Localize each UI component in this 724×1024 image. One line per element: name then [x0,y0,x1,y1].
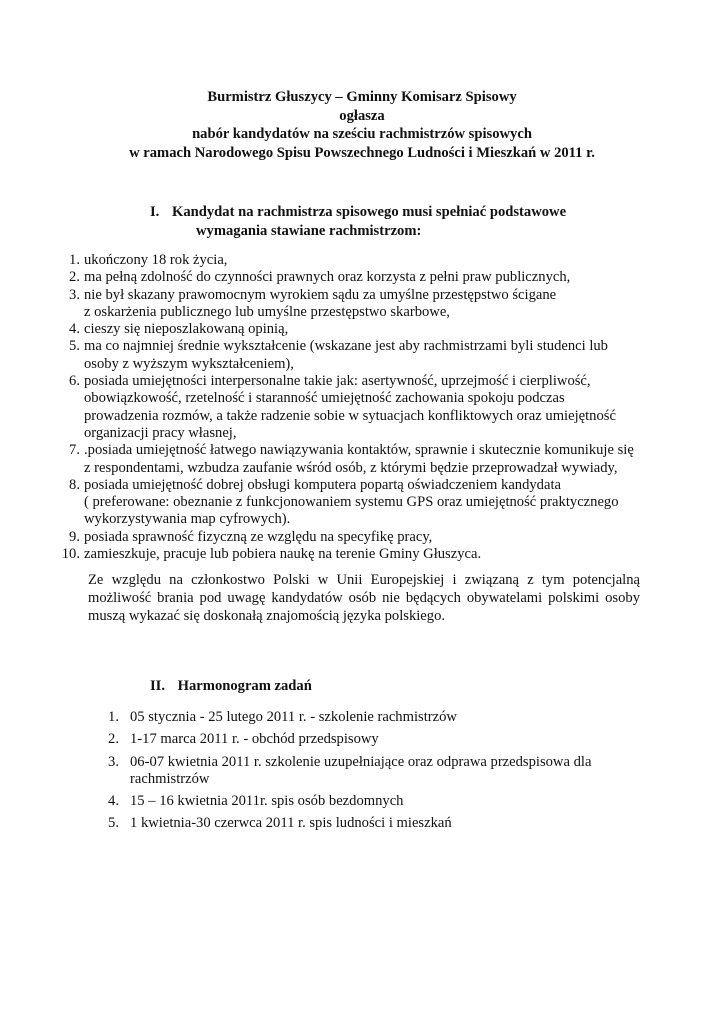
list-item-line: .posiada umiejętność łatwego nawiązywania kontaktów, sprawnie i skutecznie komunikuje się [84,442,634,459]
requirement-item [0,529,724,546]
list-item-line: ma pełną zdolność do czynności prawnych oraz korzysta z pełni praw publicznych, [84,269,571,286]
list-item-line: organizacji pracy własnej, [84,424,237,441]
header-line-3: nabór kandydatów na sześciu rachmistrzów spisowych [192,126,532,142]
schedule-item [0,731,724,748]
announcement-header [0,88,724,162]
section-2-number: II. [150,678,166,694]
requirements-list [0,252,724,563]
list-item-text [84,287,664,322]
list-item-line: ma co najmniej średnie wykształcenie (wskazane jest aby rachmistrzami byli studenci lub [84,338,608,355]
list-item-line: 1 kwietnia-30 czerwca 2011 r. spis ludności i mieszkań [130,815,452,832]
list-item-text [84,373,664,442]
header-line-2: ogłasza [339,107,385,124]
list-item-line: posiada sprawność fizyczną ze względu na specyfikę pracy, [84,528,433,545]
list-item-text [84,529,664,546]
schedule-item [0,793,724,810]
language-requirement-paragraph: Ze względu na członkostwo Polski w Unii Europejskiej i związaną z tym potencjalną możliwość brania pod uwagę kandydatów osób nie będących obywatelami polskimi osoby muszą wykazać się doskonałą znajomością języka polskiego. [88,572,640,624]
section-2-title: Harmonogram zadań [177,678,312,694]
list-item-text [84,546,664,563]
list-item-number: 9. [69,528,80,545]
schedule-item [0,815,724,832]
list-item-text [84,321,664,338]
list-item-number: 1. [108,709,119,725]
requirement-item [0,338,724,373]
section-1-number: I. [150,204,160,220]
section-1-title-line-2: wymagania stawiane rachmistrzom: [196,223,422,239]
list-item-number: 1. [69,252,80,268]
list-item-line: zamieszkuje, pracuje lub pobiera naukę na terenie Gminy Głuszyca. [84,546,482,563]
list-item-text [130,754,630,789]
list-item-number: 3. [108,753,119,770]
list-item-line: ( preferowane: obeznanie z funkcjonowaniem systemu GPS oraz umiejętność praktycznego [84,494,619,511]
list-item-number: 3. [69,286,80,303]
list-item-number: 10. [61,546,80,563]
header-line-1: Burmistrz Głuszycy – Gminny Komisarz Spisowy [207,89,517,105]
list-item-line: wykorzystywania map cyfrowych). [84,511,291,528]
list-item-number: 4. [69,321,80,338]
list-item-line: z respondentami, wzbudza zaufanie wśród osób, z którymi będzie przeprowadzał wywiady, [84,459,618,476]
list-item-text [84,252,664,269]
list-item-line: rachmistrzów [130,770,210,787]
list-item-number: 4. [108,793,119,810]
list-item-text [130,815,630,832]
list-item-line: 06-07 kwietnia 2011 r. szkolenie uzupełniające oraz odprawa przedspisowa dla [130,753,592,770]
requirement-item [0,269,724,286]
requirement-item [0,442,724,477]
requirement-item [0,321,724,338]
requirement-item [0,373,724,442]
list-item-text [130,731,630,748]
list-item-line: 05 stycznia - 25 lutego 2011 r. - szkolenie rachmistrzów [130,709,457,725]
list-item-text [84,269,664,286]
list-item-line: obowiązkowość, rzetelność i staranność umiejętność zachowania spokoju podczas [84,390,565,407]
list-item-number: 5. [69,338,80,355]
list-item-text [84,338,664,373]
list-item-number: 2. [108,731,119,748]
list-item-line: nie był skazany prawomocnym wyrokiem sądu za umyślne przestępstwo ścigane [84,286,557,303]
list-item-number: 7. [69,442,80,459]
schedule-list [0,709,724,838]
section-1-title-line-1: Kandydat na rachmistrza spisowego musi spełniać podstawowe [172,204,567,220]
section-2-heading [150,678,312,695]
requirement-item [0,252,724,269]
requirement-item [0,477,724,529]
list-item-line: ukończony 18 rok życia, [84,252,228,268]
schedule-item [0,709,724,726]
list-item-line: z oskarżenia publicznego lub umyślne przestępstwo skarbowe, [84,303,450,320]
header-line-4: w ramach Narodowego Spisu Powszechnego Ludności i Mieszkań w 2011 r. [129,144,595,161]
list-item-line: prowadzenia rozmów, a także radzenie sobie w sytuacjach konfliktowych oraz umiejętność [84,407,616,424]
list-item-line: posiada umiejętności interpersonalne takie jak: asertywność, uprzejmość i cierpliwość, [84,373,591,390]
list-item-number: 6. [69,373,80,390]
list-item-line: cieszy się nieposzlakowaną opinią, [84,321,289,338]
list-item-text [130,709,630,726]
list-item-line: 1-17 marca 2011 r. - obchód przedspisowy [130,731,379,748]
requirement-item [0,287,724,322]
list-item-line: osoby z wyższym wykształceniem), [84,355,294,372]
list-item-number: 2. [69,269,80,286]
list-item-text [130,793,630,810]
list-item-number: 5. [108,815,119,832]
schedule-item [0,754,724,789]
requirement-item [0,546,724,563]
list-item-text [84,477,664,529]
list-item-text [84,442,664,477]
list-item-line: posiada umiejętność dobrej obsługi komputera popartą oświadczeniem kandydata [84,476,561,493]
list-item-number: 8. [69,476,80,493]
list-item-line: 15 – 16 kwietnia 2011r. spis osób bezdomnych [130,793,404,810]
